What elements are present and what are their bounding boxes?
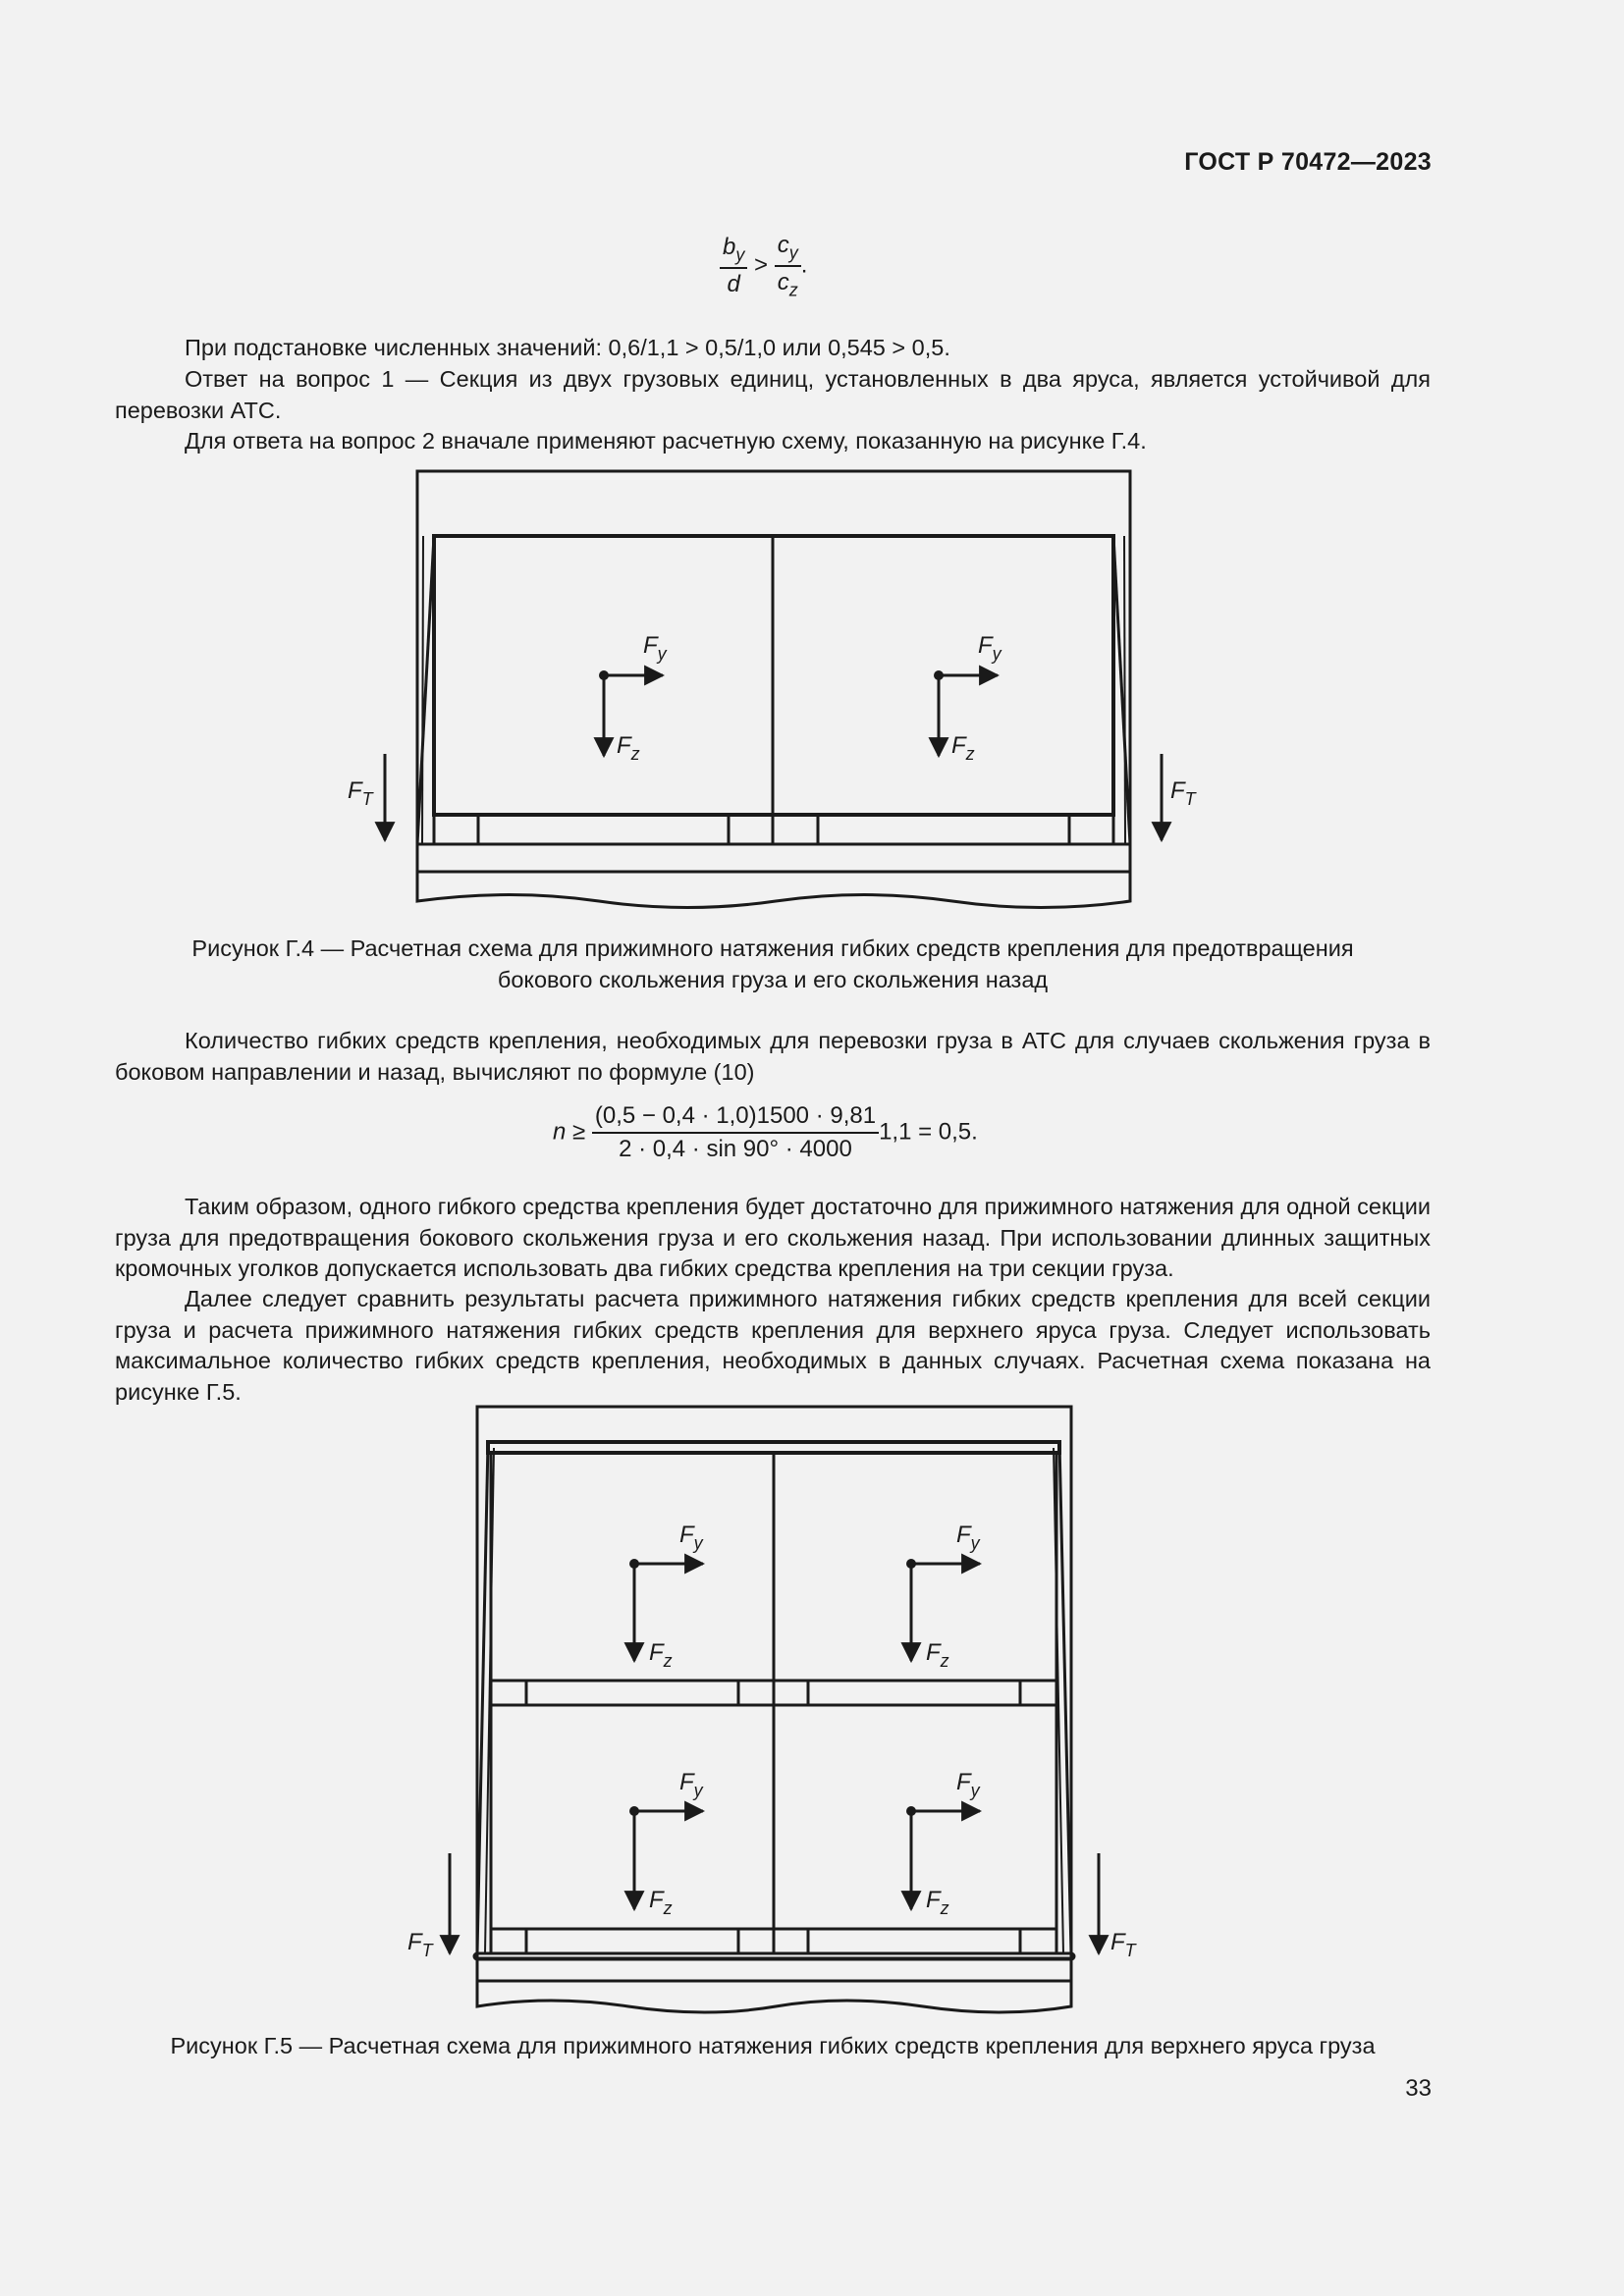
g5-label-fz-ur: $F_z$ [926, 1639, 949, 1671]
paragraph-question-2: Для ответа на вопрос 2 вначале применяют расчетную схему, показанную на рисунке Г.4. [185, 428, 1147, 454]
label-fy-right: $F_y$ [978, 632, 1001, 664]
label-fz-left: $F_z$ [617, 732, 640, 764]
g5-label-ft-right: $F_T$ [1110, 1929, 1136, 1960]
label-ft-left: $F_T$ [348, 777, 373, 809]
label-fy-left: $F_y$ [643, 632, 667, 664]
formula-end: . [800, 251, 808, 279]
standard-code: ГОСТ Р 70472—2023 [1184, 148, 1432, 176]
figure-g4-caption-line2: бокового скольжения груза и его скольжения назад [497, 966, 1049, 992]
page-number: 33 [1405, 2075, 1432, 2102]
formula-n: n [553, 1118, 567, 1146]
figure-g4-caption-line1: Рисунок Г.4 — Расчетная схема для прижимного натяжения гибких средств крепления для предотвращения [191, 935, 1354, 961]
strap-left [417, 536, 434, 844]
figure-g5 [393, 1400, 1178, 2018]
formula-geq: ≥ [572, 1118, 586, 1146]
g5-label-fz-ul: $F_z$ [649, 1639, 673, 1671]
label-fz-right: $F_z$ [951, 732, 975, 764]
figure-g4-caption [115, 934, 1431, 995]
formula-b-sub: y [735, 244, 745, 265]
formula-c-bottom: c [777, 269, 789, 296]
formula-result: 1,1 = 0,5. [879, 1118, 978, 1146]
formula-denominator: 2 · 0,4 · sin 90° · 4000 [619, 1136, 852, 1162]
formula-count [553, 1102, 978, 1163]
g5-label-fy-ll: $F_y$ [679, 1769, 703, 1800]
g5-label-fy-lr: $F_y$ [956, 1769, 980, 1800]
paragraph-compare: Далее следует сравнить результаты расчета прижимного натяжения гибких средств крепления для всей секции груза и расчета прижимного натяжения гибких средств крепления для верхнего яруса груза. Следует использовать максимальное количество гибких средств крепления, необходимых в данных случаях. Расчетная схема показана на рисунке Г.5. [115, 1286, 1431, 1405]
figure-g4 [334, 467, 1218, 919]
formula-gt: > [754, 251, 769, 279]
formula-ratio [720, 232, 807, 301]
paragraph-answer-1: Ответ на вопрос 1 — Секция из двух грузовых единиц, установленных в два яруса, является устойчивой для перевозки АТС. [115, 366, 1431, 423]
truck-floor-g5 [477, 1958, 1071, 1981]
paragraph-substitution: При подстановке численных значений: 0,6/1,1 > 0,5/1,0 или 0,545 > 0,5. [185, 335, 950, 360]
formula-c-top: c [777, 232, 789, 258]
g5-label-fy-ur: $F_y$ [956, 1522, 980, 1553]
truck-floor-cut [417, 872, 1130, 908]
formula-c-bottom-sub: z [788, 280, 798, 300]
g5-label-ft-left: $F_T$ [407, 1929, 433, 1960]
formula-d: d [727, 271, 740, 298]
g5-label-fy-ul: $F_y$ [679, 1522, 703, 1553]
truck-floor-cut-g5 [477, 1981, 1071, 2012]
label-ft-right: $F_T$ [1170, 777, 1196, 809]
figure-g5-caption: Рисунок Г.5 — Расчетная схема для прижимного натяжения гибких средств крепления для верхнего яруса груза [170, 2033, 1376, 2058]
strap-right [1113, 536, 1130, 844]
paragraph-count-formula: Количество гибких средств крепления, необходимых для перевозки груза в АТС для случаев скольжения груза в боковом направлении и назад, вычисляют по формуле (10) [115, 1028, 1431, 1085]
g5-label-fz-lr: $F_z$ [926, 1887, 949, 1918]
formula-c-top-sub: y [788, 242, 798, 263]
truck-floor [417, 844, 1130, 872]
cargo-top-frame [488, 1442, 1059, 1453]
formula-b: b [723, 234, 736, 261]
g5-label-fz-ll: $F_z$ [649, 1887, 673, 1918]
formula-numerator: (0,5 − 0,4 · 1,0)1500 · 9,81 [592, 1102, 879, 1134]
paragraph-conclusion: Таким образом, одного гибкого средства крепления будет достаточно для прижимного натяжения для одной секции груза для предотвращения бокового скольжения груза и его скольжения назад. При использовании длинных защитных кромочных уголков допускается использовать два гибких средства крепления на три секции груза. [115, 1194, 1431, 1281]
